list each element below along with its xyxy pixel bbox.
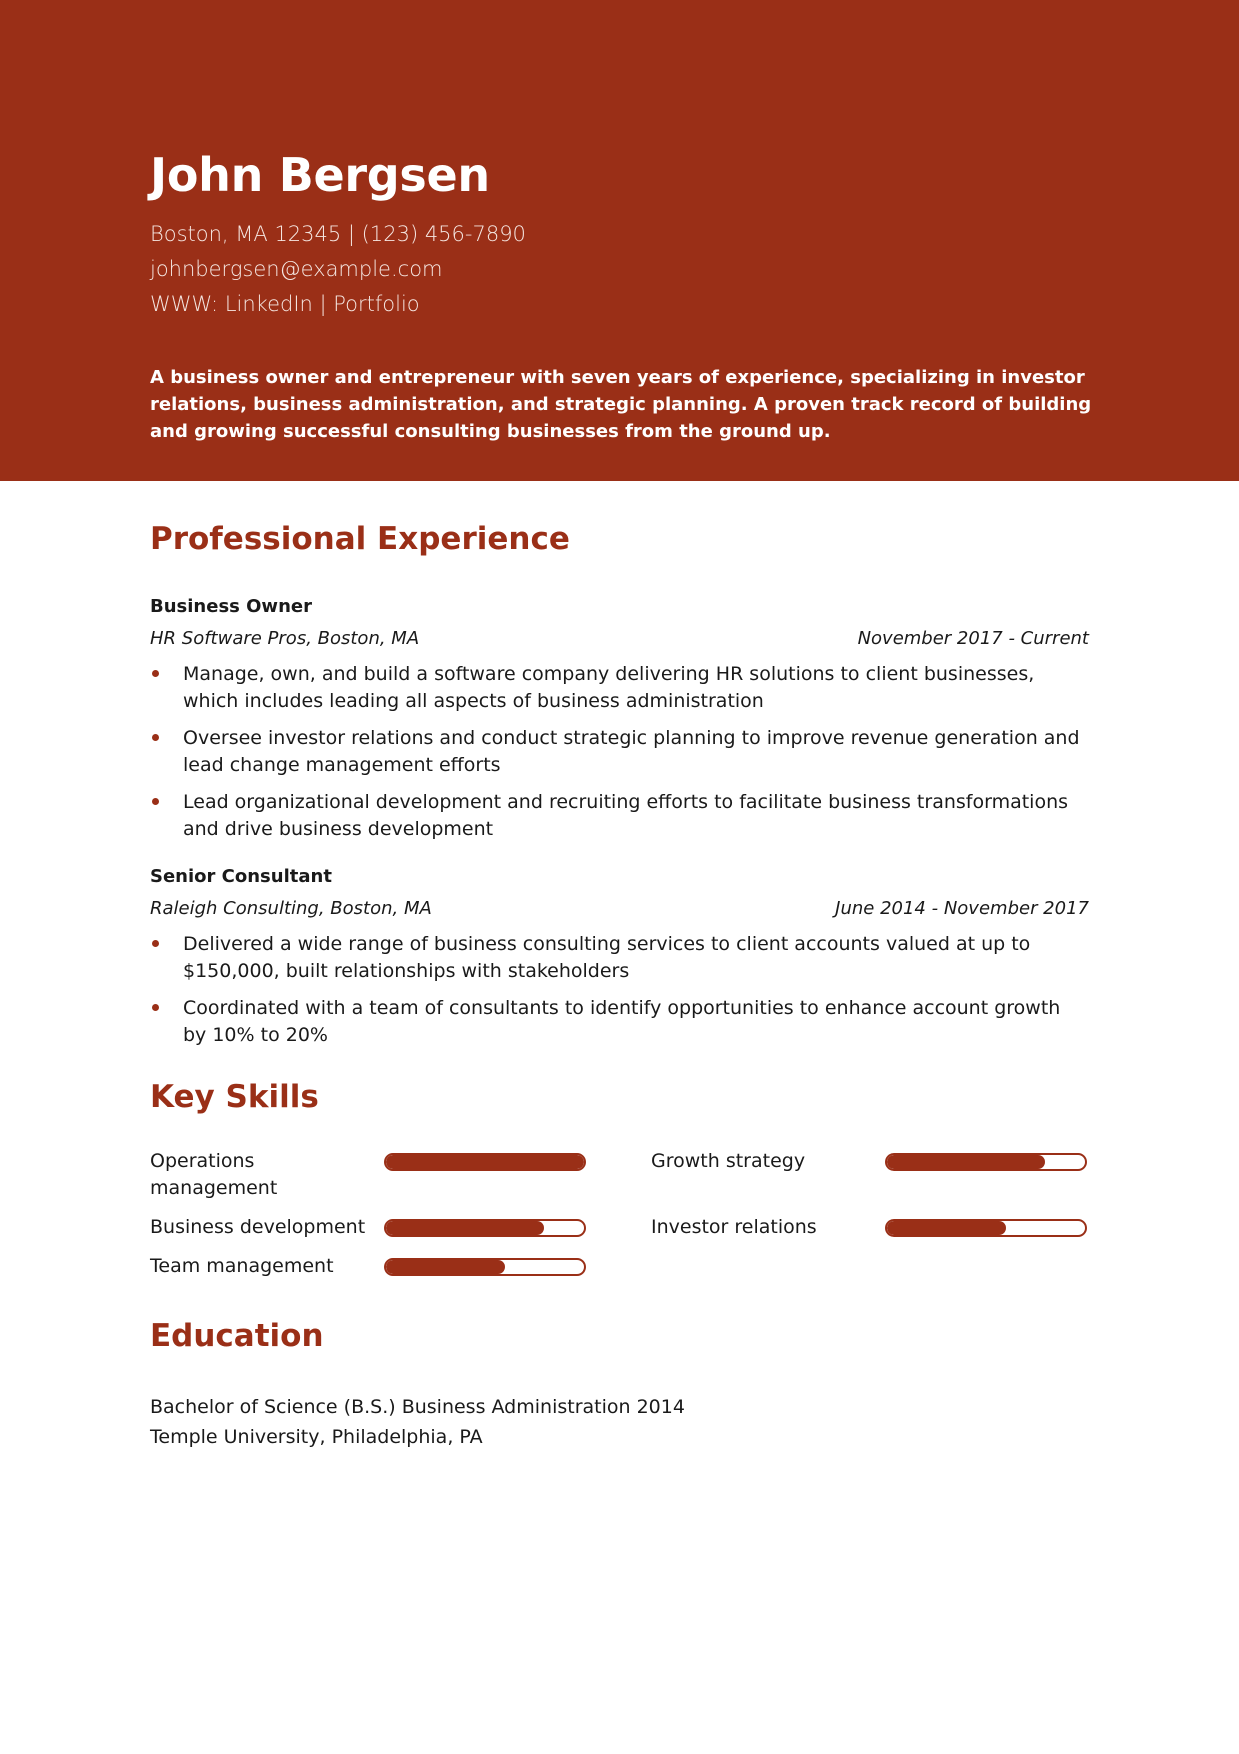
skill-item — [150, 1253, 590, 1280]
skill-level-fill — [386, 1260, 505, 1274]
job-entry — [150, 865, 1089, 1049]
skill-name: Business development — [150, 1216, 366, 1238]
contact-email: johnbergsen@example.com — [150, 257, 443, 281]
education-section-title: Education — [150, 1318, 324, 1354]
bullet-icon — [152, 798, 159, 805]
skill-level-fill — [386, 1221, 544, 1235]
job-entry — [150, 595, 1089, 843]
skill-level-bar — [384, 1153, 586, 1171]
bullet-text: Coordinated with a team of consultants to identify opportunities to enhance account growth by 10% to 20% — [183, 997, 1061, 1046]
job-meta — [150, 627, 1089, 651]
list-item — [150, 931, 1089, 985]
skills-section-title: Key Skills — [150, 1079, 319, 1115]
job-bullets — [150, 661, 1089, 843]
bullet-icon — [152, 734, 159, 741]
job-title: Business Owner — [150, 596, 312, 617]
job-bullets — [150, 931, 1089, 1049]
job-meta — [150, 897, 1089, 921]
bullet-icon — [152, 1004, 159, 1011]
skill-item — [651, 1148, 1091, 1202]
list-item — [150, 995, 1089, 1049]
list-item — [150, 725, 1089, 779]
skill-level-bar — [384, 1258, 586, 1276]
bullet-icon — [152, 940, 159, 947]
job-company: Raleigh Consulting, Boston, MA — [150, 898, 432, 919]
skill-name: Operations management — [150, 1150, 278, 1199]
professional-summary: A business owner and entrepreneur with seven years of experience, specializing in investor relations, business administration, and strategic planning. A proven track record of building and growing successful consulting businesses from the ground up. — [150, 367, 1092, 442]
skill-level-bar — [384, 1219, 586, 1237]
skill-item — [651, 1214, 1091, 1241]
candidate-name: John Bergsen — [150, 148, 490, 202]
bullet-text: Delivered a wide range of business consulting services to client accounts valued at up to $150,000, built relationships with stakeholders — [183, 933, 1031, 982]
resume-body — [0, 521, 1239, 1452]
education-degree: Bachelor of Science (B.S.) Business Administration 2014 — [150, 1396, 685, 1418]
skill-level-bar — [885, 1219, 1087, 1237]
skill-level-fill — [386, 1155, 584, 1169]
list-item — [150, 661, 1089, 715]
skill-name: Growth strategy — [651, 1150, 806, 1172]
list-item — [150, 789, 1089, 843]
skill-name: Investor relations — [651, 1216, 817, 1238]
experience-section-title: Professional Experience — [150, 521, 570, 557]
skill-name: Team management — [150, 1255, 334, 1277]
job-company: HR Software Pros, Boston, MA — [150, 628, 420, 649]
education-entry — [150, 1392, 1089, 1452]
job-dates: June 2014 - November 2017 — [835, 898, 1089, 919]
skills-grid — [150, 1148, 1091, 1280]
contact-location-phone: Boston, MA 12345 | (123) 456-7890 — [150, 222, 526, 246]
skill-level-bar — [885, 1153, 1087, 1171]
bullet-text: Lead organizational development and recruiting efforts to facilitate business transformations and drive business development — [183, 791, 1069, 840]
resume-header — [0, 0, 1239, 481]
job-dates: November 2017 - Current — [857, 628, 1089, 649]
skill-item — [150, 1214, 590, 1241]
education-school: Temple University, Philadelphia, PA — [150, 1426, 483, 1448]
bullet-text: Oversee investor relations and conduct strategic planning to improve revenue generation and lead change management efforts — [183, 727, 1080, 776]
skill-level-fill — [887, 1155, 1045, 1169]
skill-level-fill — [887, 1221, 1006, 1235]
bullet-icon — [152, 670, 159, 677]
bullet-text: Manage, own, and build a software company delivering HR solutions to client businesses, which includes leading all aspects of business administration — [183, 663, 1035, 712]
job-title: Senior Consultant — [150, 866, 332, 887]
contact-web-links: WWW: LinkedIn | Portfolio — [150, 292, 420, 316]
skill-item — [150, 1148, 590, 1202]
